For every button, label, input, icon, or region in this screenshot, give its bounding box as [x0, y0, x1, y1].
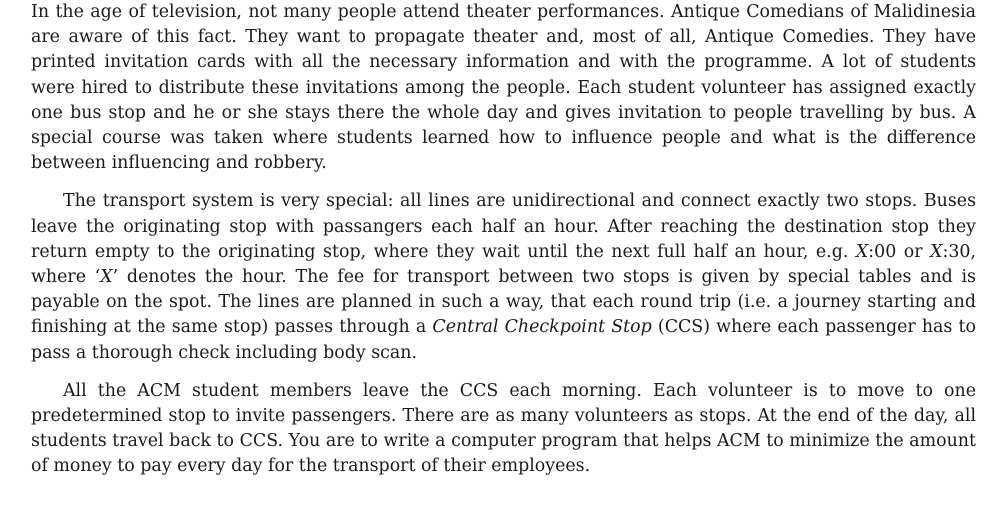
variable-x: X — [100, 267, 113, 288]
variable-x: X — [930, 241, 943, 262]
variable-x: X — [855, 241, 869, 262]
paragraph-text: :30, where ‘ — [31, 241, 976, 288]
paragraph-text: All the ACM student members leave the CCS each morning. Each volunteer is to move to one predetermined stop to invite passengers. There are as many volunteers as stops. At the end of the day, all students travel back to CCS. You are to write a computer program that helps ACM to minimize the amount of money to pay every day for the transport of their employees. — [31, 380, 976, 477]
paragraph-task — [31, 379, 976, 480]
paragraph-text: In the age of television, not many people attend theater performances. Antique Comedians of Malidinesia are aware of this fact. They want to propagate theater and, most of all, Antique Comedies. They have printed invitation cards with all the necessary information and with the programme. A lot of students were hired to distribute these invitations among the people. Each student volunteer has assigned exactly one bus stop and he or she stays there the whole day and gives invitation to people travelling by bus. A special course was taken where students learned how to influence people and what is the difference between influencing and robbery. — [31, 2, 976, 174]
paragraph-intro — [31, 0, 976, 176]
paragraph-text: ’ denotes the hour. The fee for transport between two stops is given by special tables and is payable on the spot. The lines are planned in such a way, that each round trip (i.e. a journey starting and finishing at the same stop) passes through a — [31, 267, 976, 338]
paragraph-transport-system — [31, 189, 976, 365]
term-central-checkpoint-stop: Central Checkpoint Stop — [432, 317, 652, 338]
paragraph-text: (CCS) where each passenger has to pass a thorough check including body scan. — [31, 317, 976, 363]
paragraph-text: :00 or — [868, 241, 931, 262]
paragraph-text: The transport system is very special: all lines are unidirectional and connect exactly two stops. Buses leave the originating stop with passangers each half an hour. After reaching the destination stop they return empty to the originating stop, where they wait until the next full half an hour, e.g. — [31, 191, 976, 262]
problem-statement — [31, 0, 976, 493]
